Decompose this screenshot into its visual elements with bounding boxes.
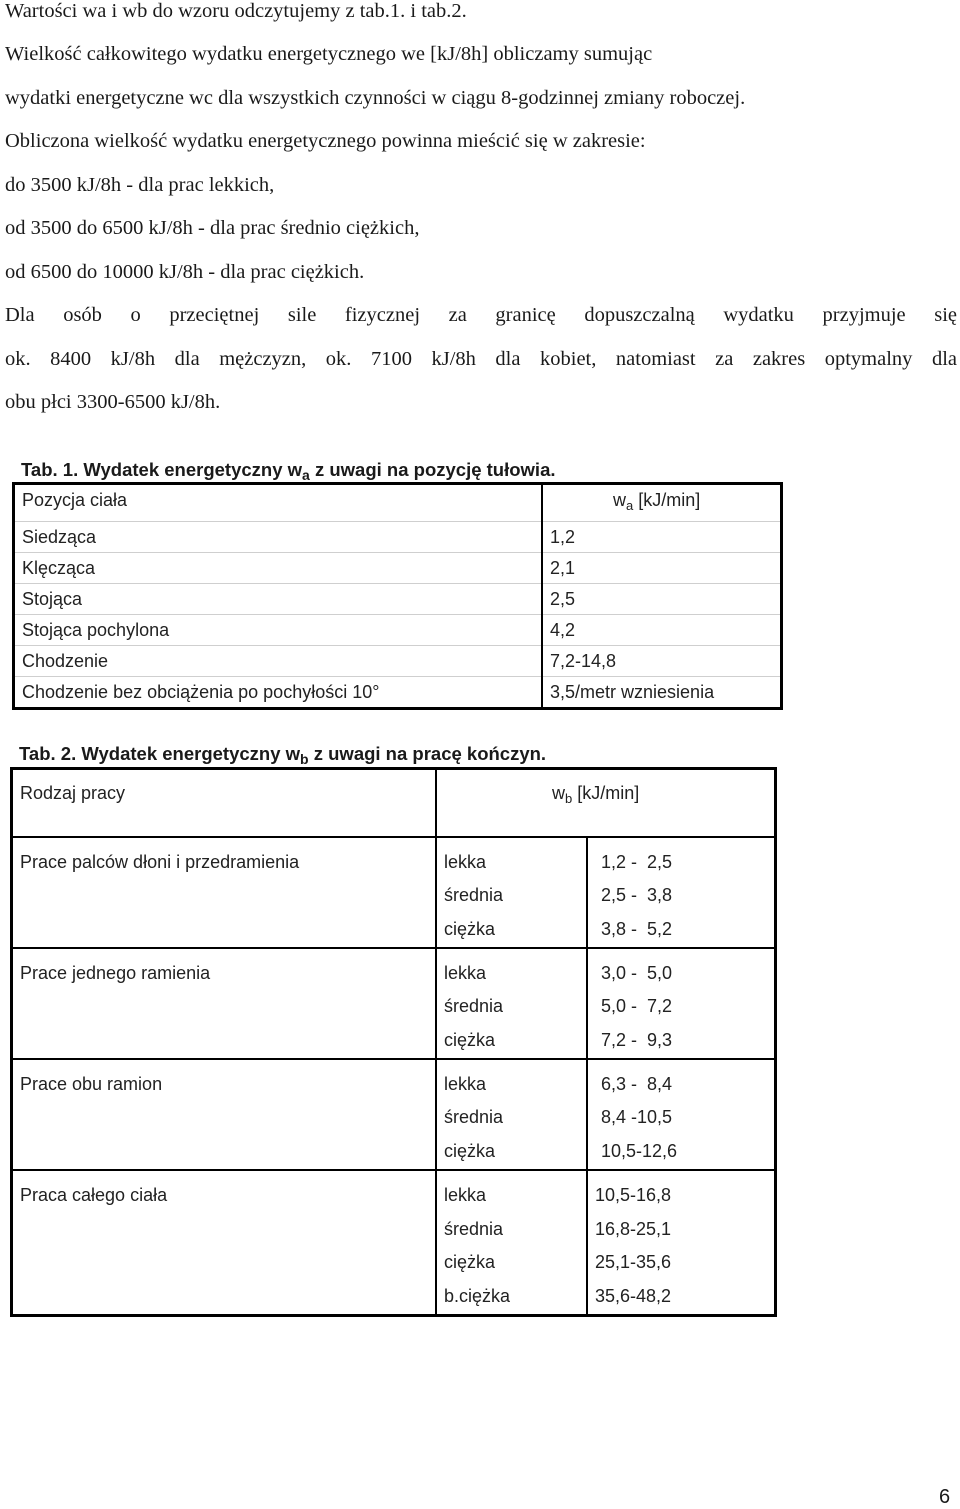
- page-number: 6: [939, 1486, 951, 1508]
- cell-position: Stojąca pochylona: [14, 615, 543, 646]
- text-line: od 3500 do 6500 kJ/8h - dla prac średnio ciężkich,: [5, 217, 420, 239]
- table-row: [12, 1059, 776, 1170]
- table1-title-text-end: z uwagi na pozycję tułowia.: [309, 459, 556, 480]
- table1-title: [21, 459, 556, 483]
- table-header-row: [12, 769, 776, 837]
- table-row: [14, 553, 782, 584]
- cell-position: Chodzenie: [14, 646, 543, 677]
- table2-title: [19, 743, 546, 767]
- cell-values: 3,0 - 5,0 5,0 - 7,2 7,2 - 9,3: [587, 948, 776, 1059]
- table-row: [14, 646, 782, 677]
- table-row: [12, 837, 776, 948]
- table2-title-text: Tab. 2. Wydatek energetyczny w: [19, 743, 301, 764]
- table-row: [14, 615, 782, 646]
- cell-value: 2,5: [542, 584, 782, 615]
- cell-work-type: Prace jednego ramienia: [12, 948, 437, 1059]
- table1-title-text: Tab. 1. Wydatek energetyczny w: [21, 459, 303, 480]
- cell-position: Siedząca: [14, 522, 543, 553]
- table-row: [14, 677, 782, 709]
- header-wa: $w_a$ [kJ/min]: [542, 484, 782, 522]
- cell-work-type: Praca całego ciała: [12, 1170, 437, 1315]
- table-row: [12, 1170, 776, 1315]
- table2-title-sub: b: [300, 751, 309, 767]
- text-line: Wielkość całkowitego wydatku energetycznego we [kJ/8h] obliczamy sumując: [5, 43, 653, 65]
- text-line: Dla osób o przeciętnej sile fizycznej za granicę dopuszczalną wydatku przyjmuje się: [5, 304, 957, 326]
- table-row: [12, 948, 776, 1059]
- text-line: od 6500 do 10000 kJ/8h - dla prac ciężkich.: [5, 261, 365, 283]
- cell-levels: lekka średnia ciężka b.ciężka: [436, 1170, 587, 1315]
- table-limb-energy: [10, 767, 777, 1317]
- cell-value: 1,2: [542, 522, 782, 553]
- cell-value: 4,2: [542, 615, 782, 646]
- header-work-type: Rodzaj pracy: [12, 769, 437, 837]
- table-row: [14, 584, 782, 615]
- cell-work-type: Prace obu ramion: [12, 1059, 437, 1170]
- cell-work-type: Prace palców dłoni i przedramienia: [12, 837, 437, 948]
- cell-position: Stojąca: [14, 584, 543, 615]
- text-line: Obliczona wielkość wydatku energetycznego powinna mieścić się w zakresie:: [5, 130, 646, 152]
- cell-levels: lekka średnia ciężka: [436, 1059, 587, 1170]
- cell-values: 10,5-16,8 16,8-25,1 25,1-35,6 35,6-48,2: [595, 1184, 672, 1306]
- cell-value: 3,5/metr wzniesienia: [542, 677, 782, 709]
- header-wb: $w_b$ [kJ/min]: [436, 769, 776, 837]
- table1-title-sub: a: [302, 467, 310, 483]
- cell-levels: lekka średnia ciężka: [436, 948, 587, 1059]
- text-line: obu płci 3300-6500 kJ/8h.: [5, 391, 221, 413]
- cell-levels: lekka średnia ciężka: [436, 837, 587, 948]
- table-position-energy: [12, 482, 783, 710]
- cell-value: 7,2-14,8: [542, 646, 782, 677]
- text-line: do 3500 kJ/8h - dla prac lekkich,: [5, 174, 275, 196]
- cell-value: 2,1: [542, 553, 782, 584]
- table2-title-text-end: z uwagi na pracę kończyn.: [308, 743, 547, 764]
- header-position: Pozycja ciała: [14, 484, 543, 522]
- table-row: [14, 522, 782, 553]
- text-line: Wartości wa i wb do wzoru odczytujemy z tab.1. i tab.2.: [5, 0, 467, 22]
- text-line: wydatki energetyczne wc dla wszystkich czynności w ciągu 8-godzinnej zmiany roboczej.: [5, 87, 746, 109]
- cell-values: 6,3 - 8,4 8,4 -10,5 10,5-12,6: [587, 1059, 776, 1170]
- text-line: ok. 8400 kJ/8h dla mężczyzn, ok. 7100 kJ/8h dla kobiet, natomiast za zakres optymalny dla: [5, 348, 957, 370]
- cell-position: Chodzenie bez obciążenia po pochyłości 10°: [14, 677, 543, 709]
- cell-values: 1,2 - 2,5 2,5 - 3,8 3,8 - 5,2: [587, 837, 776, 948]
- cell-position: Klęcząca: [14, 553, 543, 584]
- table-header-row: [14, 484, 782, 522]
